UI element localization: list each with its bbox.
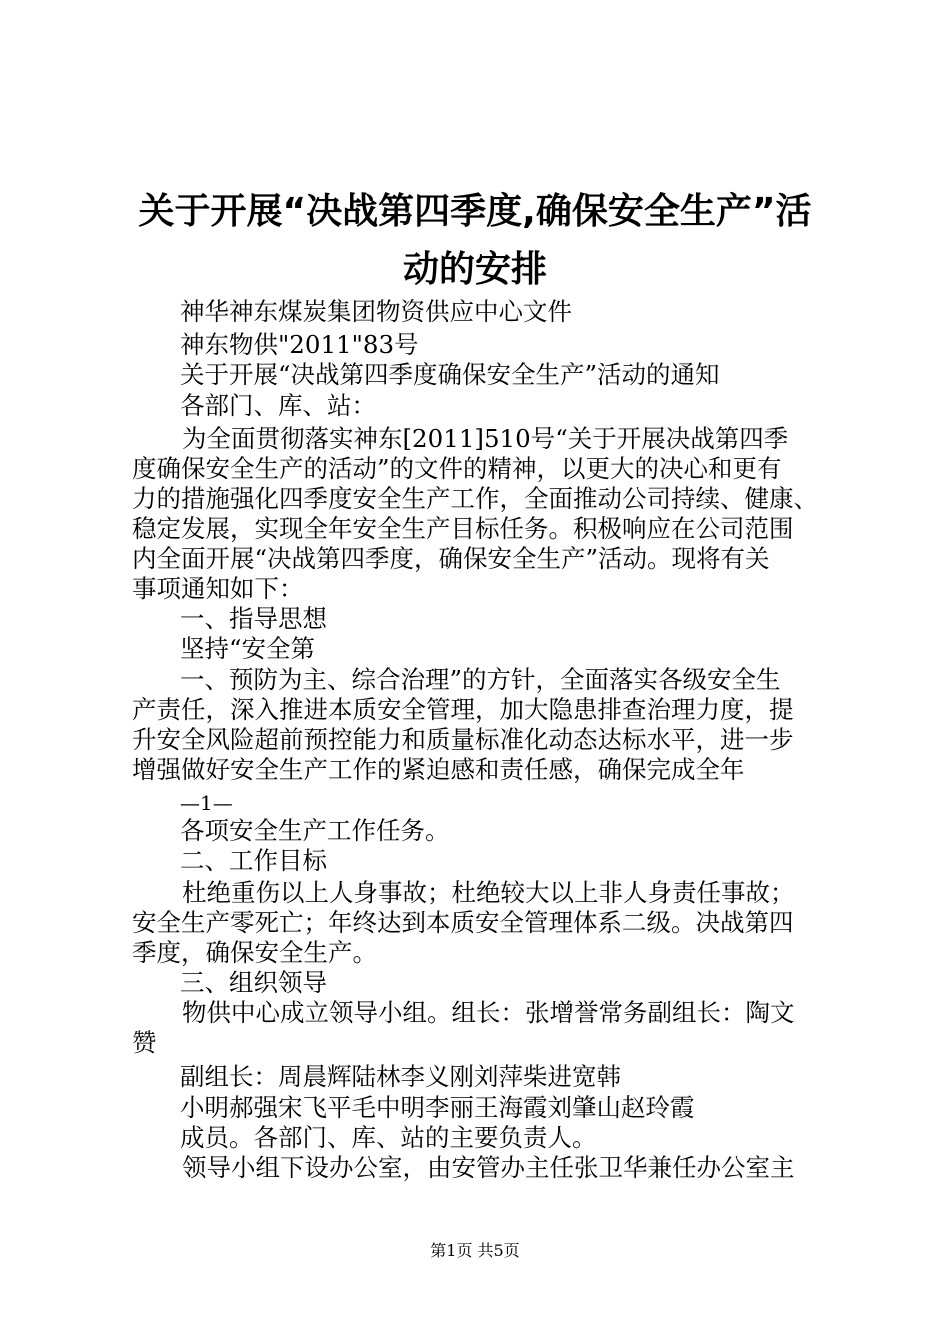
paragraph-line: 产责任，深入推进本质安全管理，加大隐患排查治理力度，提	[132, 695, 794, 724]
paragraph-line: 小明郝强宋飞平毛中明李丽王海霞刘肇山赵玲霞	[180, 1093, 695, 1122]
section-heading: 一、指导思想	[180, 604, 327, 633]
paragraph-line: 增强做好安全生产工作的紧迫感和责任感，确保完成全年	[132, 755, 745, 784]
paragraph-line: 物供中心成立领导小组。组长：张增誉常务副组长：陶文	[182, 998, 795, 1027]
document-title-line-1: 关于开展“决战第四季度,确保安全生产”活	[138, 191, 812, 232]
issuer-line: 神华神东煤炭集团物资供应中心文件	[180, 297, 572, 326]
inline-page-number: —1—	[180, 791, 233, 815]
paragraph-line: 副组长：周晨辉陆林李义刚刘萍柴进宽韩	[180, 1062, 621, 1091]
document-number: 神东物供"2011"83号	[180, 330, 419, 359]
paragraph-line: 稳定发展，实现全年安全生产目标任务。积极响应在公司范围	[132, 514, 794, 543]
paragraph-line: 成员。各部门、库、站的主要负责人。	[180, 1123, 597, 1152]
paragraph-line: 各项安全生产工作任务。	[180, 816, 450, 845]
document-title-line-2: 动的安排	[402, 249, 547, 290]
paragraph-line: 内全面开展“决战第四季度，确保安全生产”活动。现将有关	[132, 544, 770, 573]
section-heading: 二、工作目标	[180, 846, 327, 875]
paragraph-line: 安全生产零死亡；年终达到本质安全管理体系二级。决战第四	[132, 908, 794, 937]
paragraph-line: 季度，确保安全生产。	[132, 938, 377, 967]
section-heading: 三、组织领导	[180, 968, 327, 997]
recipients-line: 各部门、库、站：	[180, 391, 376, 420]
paragraph-line: 力的措施强化四季度安全生产工作，全面推动公司持续、健康、	[132, 484, 818, 513]
notice-title: 关于开展“决战第四季度确保安全生产”活动的通知	[180, 360, 720, 389]
paragraph-line: 领导小组下设办公室，由安管办主任张卫华兼任办公室主	[182, 1153, 795, 1182]
paragraph-line: 升安全风险超前预控能力和质量标准化动态达标水平，进一步	[132, 725, 794, 754]
paragraph-line: 为全面贯彻落实神东[2011]510号“关于开展决战第四季	[182, 424, 789, 453]
paragraph-line: 事项通知如下：	[132, 574, 304, 603]
paragraph-line: 坚持“安全第	[180, 634, 316, 663]
paragraph-line: 度确保安全生产的活动”的文件的精神，以更大的决心和更有	[132, 454, 782, 483]
paragraph-line: 一、预防为主、综合治理”的方针，全面落实各级安全生	[180, 665, 781, 694]
paragraph-line: 赞	[132, 1028, 157, 1057]
paragraph-line: 杜绝重伤以上人身事故；杜绝较大以上非人身责任事故；	[182, 878, 795, 907]
page-footer: 第1页 共5页	[430, 1241, 520, 1260]
